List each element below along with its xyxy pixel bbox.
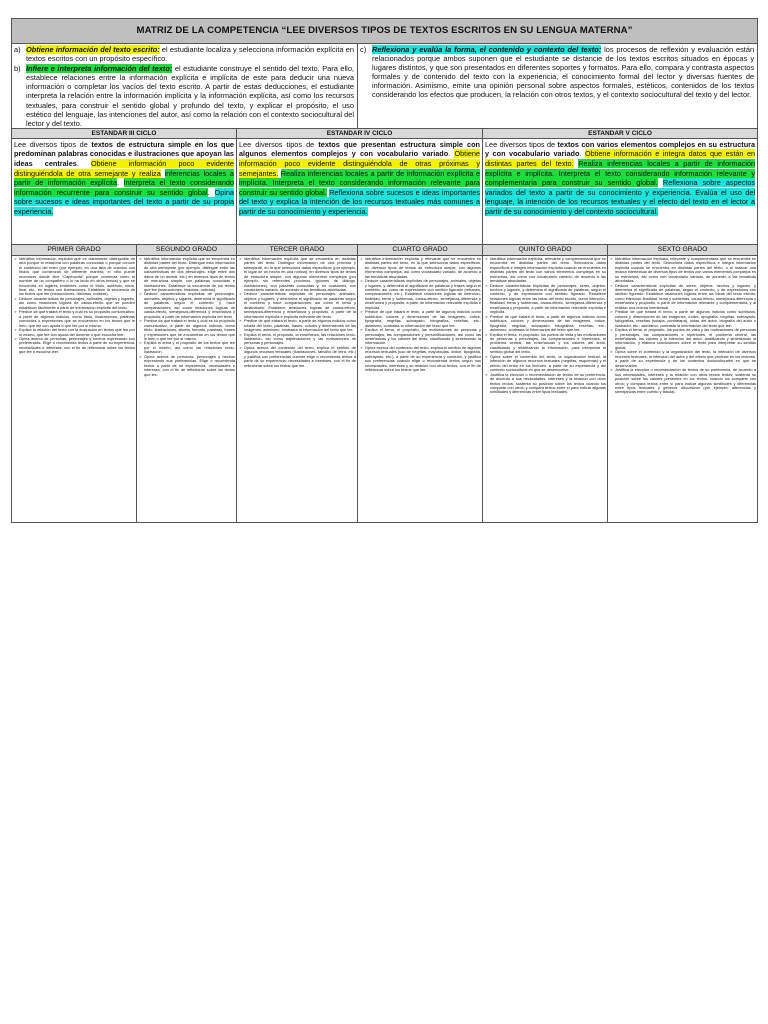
grade-descriptors	[358, 255, 483, 522]
list-item: ➢ Identifica información explícita que se encuentra en distintas partes del texto. Distingue información de otra próxima y semejante, en la que selecciona datos específicos (por ejemplo, el lugar de un hecho en una noticia), en diversos tipos de textos de estructura simple, con algunos elementos complejos (por ejemplo, sin referentes próximos, guiones de diálogo, ilustraciones), con palabras conocidas y, en ocasiones, con vocabulario variado, de acuerdo a las temáticas abordadas.	[239, 257, 356, 293]
list-item: ➢ Explica la relación del texto con la ilustración en textos que lee por sí mismo, que lee con ayuda del docente o que escucha leer.	[14, 328, 135, 337]
capacity-c	[358, 44, 757, 100]
list-item: ➢ Predice de qué tratará el texto, a partir de algunos indicios como subtítulos, colores y dimensiones de las imágenes, índice, tipografía, negritas, subrayado, fotografías, reseñas, etc.; asimismo, contrasta la información del texto que lee.	[485, 315, 606, 333]
standard-bold: textos con varios elementos complejos en su estructura y con vocabulario variado	[485, 139, 756, 159]
list-item: ➢ Identifica información explícita que se encuentra en distintas partes del texto. Distingue esta información de otra semejante (por ejemplo, distingue entre las características de dos personajes, elige entre dos datos de un animal, etc.) en diversos tipos de textos de estructura simple, con palabras conocidas e ilustraciones. Establece la secuencia de los textos que lee (instrucciones, historias, noticias).	[139, 257, 235, 293]
list-item: ➢ Explica el tema, el propósito, los puntos de vista y las motivaciones de personas y personajes, las comparaciones e hipérboles, el problema central, las enseñanzas, los valores y la intención del autor, clasificando y sintetizando la información, y elabora conclusiones sobre el texto para interpretar su sentido global.	[610, 328, 756, 350]
capacity-b	[12, 63, 357, 128]
grade-descriptors	[237, 255, 358, 522]
cycle-standard-iii	[12, 138, 237, 244]
standard-reflect: Reflexiona sobre aspectos variados del texto a partir de su conocimiento y experiencia. Evalúa el uso del lenguaje, la intención de los recursos textuales y el efecto del texto en el lector a partir de su conocimiento y del contexto sociocultural.	[485, 178, 756, 216]
descriptor-list	[239, 257, 356, 368]
list-item: ➢ Explica el tema, el propósito, los puntos de vista y las motivaciones de personas y personajes, las comparaciones e hipérboles, el problema central, las enseñanzas y los valores del texto, clasificando y sintetizando la información, para interpretar el sentido global del texto.	[485, 333, 606, 355]
capacity-b-label: b)	[14, 64, 21, 74]
standard-text	[161, 169, 165, 178]
descriptor-list	[485, 257, 606, 395]
cycle-header-v: ESTANDAR V CICLO	[483, 128, 758, 138]
grade-descriptors	[608, 255, 758, 522]
descriptor-list	[610, 257, 756, 395]
standard-text: .	[117, 178, 124, 188]
descriptor-list	[14, 257, 135, 355]
grade-header: PRIMER GRADO	[12, 244, 137, 255]
capacity-b-text: el estudiante construye el sentido del texto. Para ello, establece relaciones entre la información explícita e implícita de este para deducir una nueva información o completar los vacíos del texto escrito. A partir de estas deducciones, el estudiante interpreta la relación entre la información implícita y la información explícita, así como los recursos textuales, para construir el sentido global y profundo del texto, y explicar el propósito, el uso estético del lenguaje, las intenciones del autor, así como la relación con el contexto sociocultural del lector y del texto.	[26, 64, 354, 128]
list-item: ➢ Deduce características implícitas de personajes, animales, objetos y lugares, y determina el significado de palabras y frases según el contexto, así como de expresiones con sentido figurado (refranes, comparaciones, etc.). Establece relaciones lógicas de intención-finalidad, tema y subtemas, causa-efecto, semejanza-diferencia y enseñanza y propósito, a partir de información relevante explícita e implícita.	[360, 279, 481, 310]
grade-descriptors	[483, 255, 608, 522]
list-item: ➢ Predice de qué tratará el texto, a partir de algunos indicios como silueta del texto, palabras, frases, colores y dimensiones de las imágenes; asimismo, contrasta la información del texto que lee.	[239, 319, 356, 332]
cycle-header-iii: ESTANDAR III CICLO	[12, 128, 237, 138]
standard-text: .	[76, 159, 91, 169]
descriptor-list	[360, 257, 481, 373]
standard-text: .	[207, 187, 215, 197]
list-item: ➢ Identifica información explícita que es claramente distinguible de otra porque la relaciona con palabras conocidas o porque conoce el contenido del texto (por ejemplo, en una lista de cuentos con títulos que comienzan de diferente manera, el niño puede reconocer dónde dice "Caperucita" porque comienza como el nombre de un compañero o lo ha leído en otros textos) y que se encuentra en lugares evidentes como el título, subtítulo, inicio, final, etc., en textos con ilustraciones. Establece la secuencia de los textos que lee (instrucciones, historias, noticias).	[14, 257, 135, 297]
list-item: ➢ Opina acerca de personas, personajes y hechos expresando sus preferencias. Elige o recomienda textos a partir de su experiencia, necesidades e intereses, con el fin de reflexionar sobre los textos que lee.	[139, 355, 235, 377]
cycle-standard-iv	[237, 138, 483, 244]
list-item: ➢ Identifica información explícita, relevante y complementaria que se encuentra en distintas partes del texto. Selecciona datos específicos e integra información explícita cuando se encuentra en distintas partes del texto con varios elementos complejos en su estructura, así como con vocabulario variado, de acuerdo a las temáticas abordadas.	[485, 257, 606, 284]
list-item: ➢ Identifica información explícita, relevante y complementaria que se encuentra en distintas partes del texto. Selecciona datos específicos e integra información explícita cuando se encuentra en distintas partes del texto, o al realizar una lectura intertextual de diversos tipos de textos con varios elementos complejos en su estructura, así como con vocabulario variado, de acuerdo a las temáticas abordadas.	[610, 257, 756, 284]
capacity-c-key: Reflexiona y evalúa la forma, el contenido y contexto del texto:	[372, 45, 602, 54]
grade-header: SEGUNDO GRADO	[137, 244, 237, 255]
capacity-a-key: Obtiene información del texto escrito:	[26, 45, 160, 54]
grade-header: QUINTO GRADO	[483, 244, 608, 255]
capacities-left	[12, 44, 358, 129]
list-item: ➢ Identifica información explícita y relevante que se encuentra en distintas partes del texto, en la que selecciona datos específicos, en diversos tipos de textos de estructura simple, con algunos elementos complejos, así como vocabulario variado, de acuerdo a las temáticas abordadas.	[360, 257, 481, 279]
list-item: ➢ Deduce características implícitas de personajes, animales, objetos y lugares, y determina el significado de palabras según el contexto y hace comparaciones; así como el tema y destinatario. Establece relaciones lógicas de causa-efecto, semejanza-diferencia y enseñanza y propósito, a partir de la información explícita e implícita relevante del texto.	[239, 292, 356, 319]
list-item: ➢ Predice de qué tratará el texto y cuál es su propósito comunicativo, a partir de algunos indicios, como título, ilustraciones, palabras conocidas o expresiones que se encuentran en los textos que le leen, que lee con ayuda o que lee por sí mismo.	[14, 310, 135, 328]
standard-bold: textos que presentan estructura simple con algunos elementos complejos y con vocabulario variado	[239, 139, 480, 159]
standard-infer: Realiza inferencias locales a partir de información explícita e implícita. Interpreta el texto considerando información relevante para construir su sentido global.	[239, 168, 480, 197]
capacity-a-label: a)	[14, 45, 21, 54]
standard-reflect: Opina sobre sucesos e ideas importantes del texto a partir de su propia experiencia.	[14, 187, 234, 216]
list-item: ➢ Justifica la elección o recomendación de textos de su preferencia, de acuerdo a sus necesidades, intereses y la relación con otros textos leídos; sustenta su posición sobre los valores presentes en los textos, cuando los comparte con otros; y compara textos entre sí para indicar algunas similitudes y diferencias entre tipos textuales y géneros discursivos (por ejemplo: diferencias y semejanzas entre cuento y fábula).	[610, 368, 756, 395]
standard-obtain: Obtiene información poco evidente distinguiéndola de otras próximas y semejantes.	[239, 149, 480, 178]
grade-descriptors	[137, 255, 237, 522]
grade-header: SEXTO GRADO	[608, 244, 758, 255]
list-item: ➢ Opina acerca de personas, personajes y hechos expresando sus preferencias. Elige o recomienda textos a partir de su experiencia, necesidades e intereses, con el fin de reflexionar sobre los textos que lee o escucha leer.	[14, 337, 135, 355]
list-item: ➢ Predice de qué tratará el texto, a partir de algunos indicios como subtítulos, colores y dimensiones de las imágenes, índice, tipografía, negritas, subrayado, fotografías, reseñas (solapa, contratapa), notas del autor, biografía del autor o ilustrador, etc.; asimismo, contrasta la información del texto que lee.	[610, 310, 756, 328]
grade-header: TERCER GRADO	[237, 244, 358, 255]
standard-obtain: Obtiene información e integra datos que están en distintas partes del texto.	[485, 149, 756, 169]
list-item: ➢ Explica el tema y el propósito de los textos que lee por sí mismo, así como las relaciones texto-ilustración.	[139, 341, 235, 354]
list-item: ➢ Explica el tema, el propósito, la enseñanza, las relaciones texto-ilustración, así como adjetivaciones y las motivaciones de personas y personajes.	[239, 333, 356, 346]
capacity-a	[12, 44, 357, 63]
grade-descriptors	[12, 255, 137, 522]
list-item: ➢ Explica el tema, el propósito, las motivaciones de personas y personajes, las comparaciones y personificaciones, así como las enseñanzas y los valores del texto, clasificando y sintetizando la información.	[360, 328, 481, 346]
list-item: ➢ Opina sobre el contenido y la organización del texto, la intención de diversos recursos textuales, la intención del autor y del efecto que produce en los lectores, a partir de su experiencia y de los contextos socioculturales en que se desenvuelve.	[610, 350, 756, 368]
standard-text: Lee diversos tipos de	[239, 139, 319, 149]
list-item: ➢ Predice de qué tratará el texto, a partir de algunos indicios como subtítulos, colores y dimensiones de las imágenes, índice, tipografía, negritas, subrayado, fotografías, reseñas, etc.; asimismo, contrasta la información del texto que lee.	[360, 310, 481, 328]
matrix-table	[11, 18, 758, 523]
list-item: ➢ Opina acerca del contenido del texto, explica el sentido de algunos recursos textuales (uso de negritas, mayúsculas, índice, tipografía, subrayado, etc.), a partir de su experiencia y contexto, y justifica sus preferencias cuando elige o recomienda textos según sus necesidades, intereses y su relación con otros textos, con el fin de reflexionar sobre los textos que lee.	[360, 346, 481, 373]
standard-text: Lee diversos tipos de	[14, 139, 92, 149]
competency-matrix	[11, 18, 757, 523]
standard-text: Lee diversos tipos de	[485, 139, 558, 149]
list-item: ➢ Deduce características implícitas de personajes, animales, objetos y lugares; determina el significado de palabras según el contexto y hace comparaciones; así como relaciones lógicas de causa-efecto, semejanza-diferencia y enseñanza y propósito, a partir de información explícita del texto.	[139, 292, 235, 319]
standard-infer: inferencias locales a partir de información explícita	[14, 168, 234, 188]
cycle-standard-v	[483, 138, 758, 244]
list-item: ➢ Deduce características implícitas de seres, objetos, hechos y lugares, y determina el significado de palabras, según el contexto, y de expresiones con sentido figurado. Establece relaciones lógicas entre las ideas del texto escrito, como intención-finalidad, tema y subtemas, causa-efecto, semejanza-diferencia y enseñanza y propósito, a partir de información relevante y complementaria, y al realizar una lectura intertextual.	[610, 284, 756, 311]
standard-infer: Realiza inferencias locales a partir de información explícita e implícita. Interpreta el texto considerando información relevante y complementaria para construir su sentido global.	[485, 159, 756, 188]
list-item: ➢ Deduce características implícitas de personajes, seres, objetos, hechos y lugares, y determina el significado de palabras, según el contexto, y de expresiones con sentido figurado. Establece relaciones lógicas entre las ideas del texto escrito, como intención-finalidad, tema y subtemas, causa-efecto, semejanza-diferencia y enseñanza y propósito, a partir de información relevante explícita e implícita.	[485, 284, 606, 315]
standard-bold: textos de estructura simple en los que predominan palabras conocidas e ilustraciones que apoyan las ideas centrales	[14, 139, 234, 169]
standard-obtain: Obtiene información poco evidente distinguiéndola de otra semejante y realiza	[14, 159, 234, 178]
capacities-right	[358, 44, 758, 129]
capacity-c-label: c)	[360, 45, 367, 54]
standard-text: .	[579, 149, 585, 159]
capacity-a-text: el estudiante localiza y selecciona información explícita en textos escritos con un propósito específico.	[26, 45, 354, 64]
page-title: MATRIZ DE LA COMPETENCIA “LEE DIVERSOS TIPOS DE TEXTOS ESCRITOS EN SU LENGUA MATERNA”	[12, 19, 758, 44]
list-item: ➢ Deduce características de personajes, animales, objetos y lugares, así como relaciones lógicas de causa-efecto que se pueden establecer fácilmente a partir de información explícita del texto.	[14, 297, 135, 310]
capacity-b-key: Infiere e interpreta información del texto:	[26, 64, 173, 74]
capacity-c-text: los procesos de reflexión y evaluación están relacionados porque ambos suponen que el estudiante se distancie de los textos escritos situados en épocas y lugares distintos, y que son presentados en diferentes soportes y formatos. Para ello, compara y contrasta aspectos formales y de contenido del texto con la experiencia, el conocimiento formal del lector y diversas fuentes de información. Asimismo, emite una opinión personal sobre aspectos formales, estéticos, contenidos de los textos considerando los efectos que producen, la relación con otros textos, y el contexto sociocultural del texto y del lector.	[372, 45, 755, 100]
list-item: ➢ Opina sobre el contenido del texto, la organización textual, la intención de algunos recursos textuales (negritas, esquemas) y el efecto del texto en los lectores, a partir de su experiencia y del contexto sociocultural en que se desenvuelve.	[485, 355, 606, 373]
standard-reflect: Reflexiona sobre sucesos e ideas importantes del texto y explica la intención de los recursos textuales más comunes a partir de su conocimiento y experiencia.	[239, 187, 480, 216]
list-item: ➢ Justifica la elección o recomendación de textos de su preferencia, de acuerdo a sus necesidades, intereses y la relación con otros textos leídos; sustenta su posición sobre los textos cuando los comparte con otros; y compara textos entre sí para indicar algunas similitudes y diferencias entre tipos textuales.	[485, 373, 606, 395]
grade-header: CUARTO GRADO	[358, 244, 483, 255]
cycle-header-iv: ESTANDAR IV CICLO	[237, 128, 483, 138]
list-item: ➢ Opina acerca del contenido del texto, explica el sentido de algunos recursos textuales (ilustraciones, tamaño de letra, etc.) y justifica sus preferencias cuando elige o recomienda textos a partir de su experiencia, necesidades e intereses, con el fin de reflexionar sobre los textos que lee.	[239, 346, 356, 368]
list-item: ➢ Predice de qué tratará el texto y cuál es su propósito comunicativo, a partir de algunos indicios, como título, ilustraciones, silueta, formato, palabras, frases y expresiones que se encuentran en los textos que le leen o que lee por sí mismo.	[139, 319, 235, 341]
standard-text: .	[448, 149, 455, 159]
standard-interpret: Interpreta el texto considerando información recurrente para construir su sentido global	[14, 178, 234, 197]
descriptor-list	[139, 257, 235, 377]
